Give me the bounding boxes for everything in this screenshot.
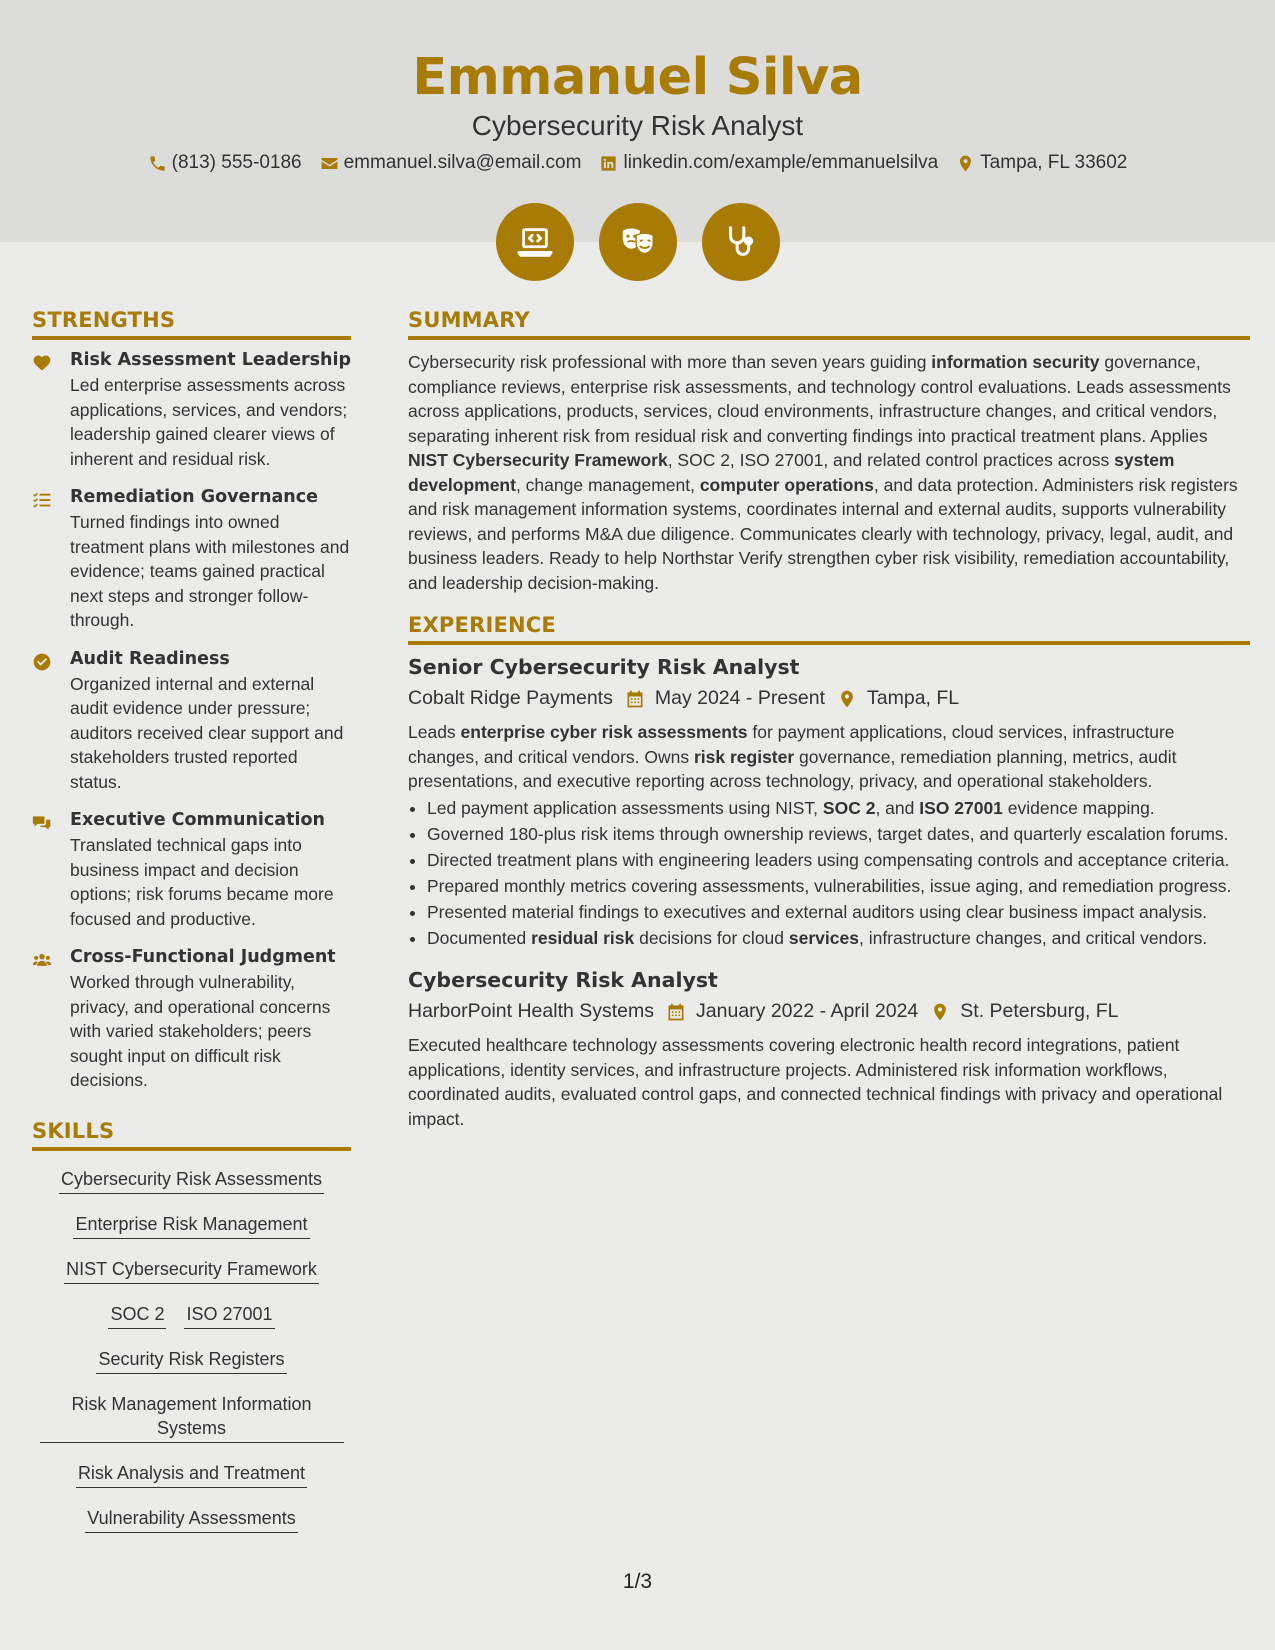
users-icon (32, 950, 52, 970)
theater-masks-icon (619, 223, 657, 261)
job-bullet: • Governed 180-plus risk items through ownership reviews, target dates, and quarterly escalation forums. (427, 822, 1250, 847)
skills-heading: SKILLS (32, 1119, 351, 1151)
job-bullets (408, 796, 1250, 951)
left-column (32, 308, 351, 1551)
job-bullet: • Prepared monthly metrics covering assessments, vulnerabilities, issue aging, and remediation progress. (427, 874, 1250, 899)
right-column (408, 308, 1250, 1131)
stethoscope-icon (722, 223, 760, 261)
skill-tag: Risk Analysis and Treatment (76, 1461, 307, 1488)
job-company: Cobalt Ridge Payments (408, 687, 613, 709)
comments-icon (32, 813, 52, 833)
contact-phone[interactable] (148, 152, 302, 174)
strengths-heading: STRENGTHS (32, 308, 351, 340)
location-text: Tampa, FL 33602 (980, 152, 1128, 173)
candidate-title: Cybersecurity Risk Analyst (471, 110, 804, 141)
job-dates: January 2022 - April 2024 (696, 1000, 919, 1022)
job-title: Cybersecurity Risk Analyst (408, 968, 718, 992)
contact-bar (0, 152, 1275, 174)
heart-icon (32, 353, 52, 373)
skill-tag: Enterprise Risk Management (73, 1212, 309, 1239)
summary-heading: SUMMARY (408, 308, 1250, 340)
badge-laptop (496, 203, 574, 281)
strength-desc: Led enterprise assessments across applications, services, and vendors; leadership gained clearer views of inherent and residual risk. (70, 375, 348, 469)
job-entry (408, 655, 1250, 950)
strength-desc: Worked through vulnerability, privacy, and operational concerns with varied stakeholders; peers sought input on difficult risk decisions. (70, 972, 331, 1090)
candidate-name: Emmanuel Silva (412, 48, 863, 107)
strength-title: Executive Communication (70, 810, 325, 830)
job-location: Tampa, FL (867, 687, 960, 709)
strength-item (32, 810, 351, 931)
job-title: Senior Cybersecurity Risk Analyst (408, 655, 800, 679)
summary-text: Cybersecurity risk professional with more than seven years guiding information security governance, compliance reviews, enterprise risk assessments, and technology control evaluations. Leads assessments across applications, products, services, cloud environments, infrastructure changes, and critical vendors, separating inherent risk from residual risk and converting findings into practical treatment plans. Applies NIST Cybersecurity Framework, SOC 2, ISO 27001, and related control practices across system development, change management, computer operations, and data protection. Administers risk registers and risk management information systems, coordinates internal and external audits, supports vulnerability reviews, and performs M&A due diligence. Communicates clearly with technology, privacy, legal, audit, and business leaders. Ready to help Northstar Verify strengthen cyber risk visibility, remediation accountability, and leadership decision-making. (408, 352, 1238, 593)
linkedin-text: linkedin.com/example/emmanuelsilva (623, 152, 939, 173)
calendar-icon (625, 689, 645, 709)
job-bullet: • Documented residual risk decisions for cloud services, infrastructure changes, and critical vendors. (427, 926, 1250, 951)
strength-item (32, 487, 351, 633)
strength-item (32, 350, 351, 471)
strength-title: Remediation Governance (70, 487, 318, 507)
check-circle-icon (32, 652, 52, 672)
interest-badges (0, 203, 1275, 281)
strength-desc: Organized internal and external audit evidence under pressure; auditors received clear support and stakeholders trusted reported status. (70, 673, 344, 792)
skill-tag: Cybersecurity Risk Assessments (59, 1167, 324, 1194)
phone-text: (813) 555-0186 (171, 152, 302, 173)
map-pin-icon (930, 1002, 950, 1022)
envelope-icon (320, 154, 339, 173)
page-number: 1/3 (622, 1570, 653, 1593)
phone-icon (148, 154, 167, 173)
laptop-code-icon (516, 223, 554, 261)
job-bullet: • Directed treatment plans with engineering leaders using compensating controls and acceptance criteria. (427, 848, 1250, 873)
contact-location (956, 152, 1127, 174)
strength-title: Risk Assessment Leadership (70, 350, 351, 370)
map-pin-icon (956, 154, 975, 173)
skill-tag: SOC 2 (108, 1302, 166, 1329)
experience-heading: EXPERIENCE (408, 613, 1250, 645)
badge-masks (599, 203, 677, 281)
map-pin-icon (837, 689, 857, 709)
list-check-icon (32, 490, 52, 510)
strength-item (32, 649, 351, 795)
skill-tag: NIST Cybersecurity Framework (64, 1257, 319, 1284)
job-location: St. Petersburg, FL (960, 1000, 1119, 1022)
strength-item (32, 947, 351, 1093)
job-entry (408, 968, 1250, 1131)
strength-desc: Turned findings into owned treatment plans with milestones and evidence; teams gained practical next steps and stronger follow-through. (70, 512, 350, 630)
email-text: emmanuel.silva@email.com (343, 152, 582, 173)
job-description: Executed healthcare technology assessments covering electronic health record integrations, patient applications, identity services, and infrastructure projects. Administered risk information workflows, coordinated audits, evaluated control gaps, and connected technical findings with privacy and operational impact. (408, 1035, 1223, 1129)
job-meta (408, 1000, 1250, 1023)
skill-tag: ISO 27001 (184, 1302, 274, 1329)
skill-tag: Vulnerability Assessments (85, 1506, 297, 1533)
contact-email[interactable] (320, 152, 582, 174)
job-bullet: • Led payment application assessments using NIST, SOC 2, and ISO 27001 evidence mapping. (427, 796, 1250, 821)
strength-desc: Translated technical gaps into business impact and decision options; risk forums became more focused and productive. (70, 835, 334, 929)
skill-tag: Security Risk Registers (96, 1347, 286, 1374)
calendar-icon (666, 1002, 686, 1022)
strength-title: Audit Readiness (70, 648, 230, 669)
skill-tag: Risk Management Information Systems (40, 1392, 344, 1443)
job-meta (408, 687, 1250, 710)
job-bullet: • Presented material findings to executives and external auditors using clear business impact analysis. (427, 900, 1250, 925)
strength-title: Cross-Functional Judgment (70, 947, 336, 967)
contact-linkedin[interactable] (599, 152, 938, 174)
job-dates: May 2024 - Present (654, 687, 826, 709)
job-company: HarborPoint Health Systems (408, 1000, 655, 1022)
linkedin-icon (599, 154, 618, 173)
job-description: Leads enterprise cyber risk assessments for payment applications, cloud services, infrastructure changes, and critical vendors. Owns risk register governance, remediation planning, metrics, audit presentations, and executive reporting across technology, privacy, and operational stakeholders. (408, 722, 1177, 791)
skills-list (32, 1161, 351, 1533)
badge-stethoscope (702, 203, 780, 281)
